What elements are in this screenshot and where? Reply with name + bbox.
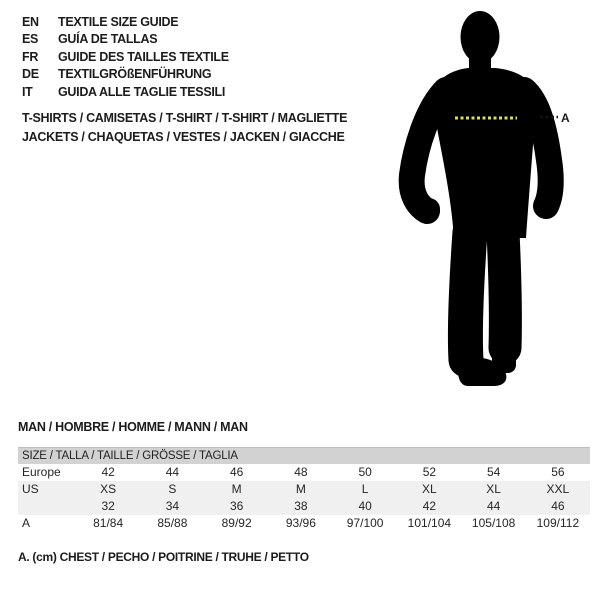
size-cell: 81/84 xyxy=(93,516,124,530)
language-code: FR xyxy=(22,49,39,64)
table-row-chest xyxy=(18,515,590,532)
size-cell: XXL xyxy=(526,481,590,498)
size-cell: 34 xyxy=(140,498,204,515)
language-label: GUIDE DES TAILLES TEXTILE xyxy=(58,49,229,64)
language-label: GUÍA DE TALLAS xyxy=(58,32,158,47)
size-cell: M xyxy=(205,481,269,498)
size-cell: 97/100 xyxy=(346,516,384,530)
table-header: SIZE / TALLA / TAILLE / GRÖSSE / TAGLIA xyxy=(18,448,590,464)
size-cell: 44 xyxy=(165,465,180,479)
size-cell: L xyxy=(333,481,397,498)
size-cell: XL xyxy=(397,481,461,498)
size-cell: 54 xyxy=(486,465,501,479)
silhouette-right-leg xyxy=(503,232,505,348)
size-cell: 32 xyxy=(76,498,140,515)
size-cell: 85/88 xyxy=(157,516,188,530)
category-tshirts: T-SHIRTS / CAMISETAS / T-SHIRT / T-SHIRT / MAGLIETTE xyxy=(22,111,348,125)
size-cell: 38 xyxy=(269,498,333,515)
silhouette-neck xyxy=(469,50,491,70)
row-label xyxy=(18,498,76,515)
table-row-europe xyxy=(18,464,590,481)
category-jackets: JACKETS / CHAQUETAS / VESTES / JACKEN / GIACCHE xyxy=(22,130,345,144)
measurement-caption: A. (cm) CHEST / PECHO / POITRINE / TRUHE / PETTO xyxy=(18,550,309,564)
size-cell: S xyxy=(140,481,204,498)
size-cell: 109/112 xyxy=(536,516,580,530)
row-label: US xyxy=(18,481,76,498)
language-code: IT xyxy=(22,84,33,99)
silhouette-left-leg xyxy=(465,232,470,360)
silhouette-right-hand xyxy=(535,195,555,215)
language-code: ES xyxy=(22,32,39,47)
size-cell: 93/96 xyxy=(285,516,316,530)
language-code: EN xyxy=(22,14,39,29)
language-label: TEXTILE SIZE GUIDE xyxy=(58,14,179,29)
silhouette-left-arm xyxy=(412,90,446,211)
measure-label-a: A xyxy=(561,111,570,125)
language-label: GUIDA ALLE TAGLIE TESSILI xyxy=(58,84,226,99)
size-cell: 105/108 xyxy=(471,516,516,530)
language-label: TEXTILGRÖßENFÜHRUNG xyxy=(58,67,212,82)
row-label: A xyxy=(22,516,31,530)
table-row-us xyxy=(18,481,590,498)
size-cell: 42 xyxy=(397,498,461,515)
language-code: DE xyxy=(22,67,39,82)
size-cell: 50 xyxy=(358,465,372,479)
size-cell: 101/104 xyxy=(407,516,452,530)
size-cell: 46 xyxy=(526,498,590,515)
silhouette-left-hand xyxy=(418,198,440,220)
size-cell: 56 xyxy=(551,465,565,479)
size-cell: XS xyxy=(76,481,140,498)
size-cell: 44 xyxy=(462,498,526,515)
size-cell: 42 xyxy=(101,465,115,479)
row-label: Europe xyxy=(22,465,61,479)
table-header-row xyxy=(18,448,590,464)
table-row-numeric xyxy=(18,498,590,515)
size-cell: 40 xyxy=(333,498,397,515)
size-cell: 52 xyxy=(422,465,437,479)
size-cell: 89/92 xyxy=(221,516,252,530)
size-cell: 48 xyxy=(294,465,308,479)
size-cell: 46 xyxy=(229,465,244,479)
size-cell: XL xyxy=(462,481,526,498)
section-title: MAN / HOMBRE / HOMME / MANN / MAN xyxy=(18,420,248,434)
size-cell: 36 xyxy=(205,498,269,515)
size-table xyxy=(18,447,590,532)
size-cell: M xyxy=(269,481,333,498)
